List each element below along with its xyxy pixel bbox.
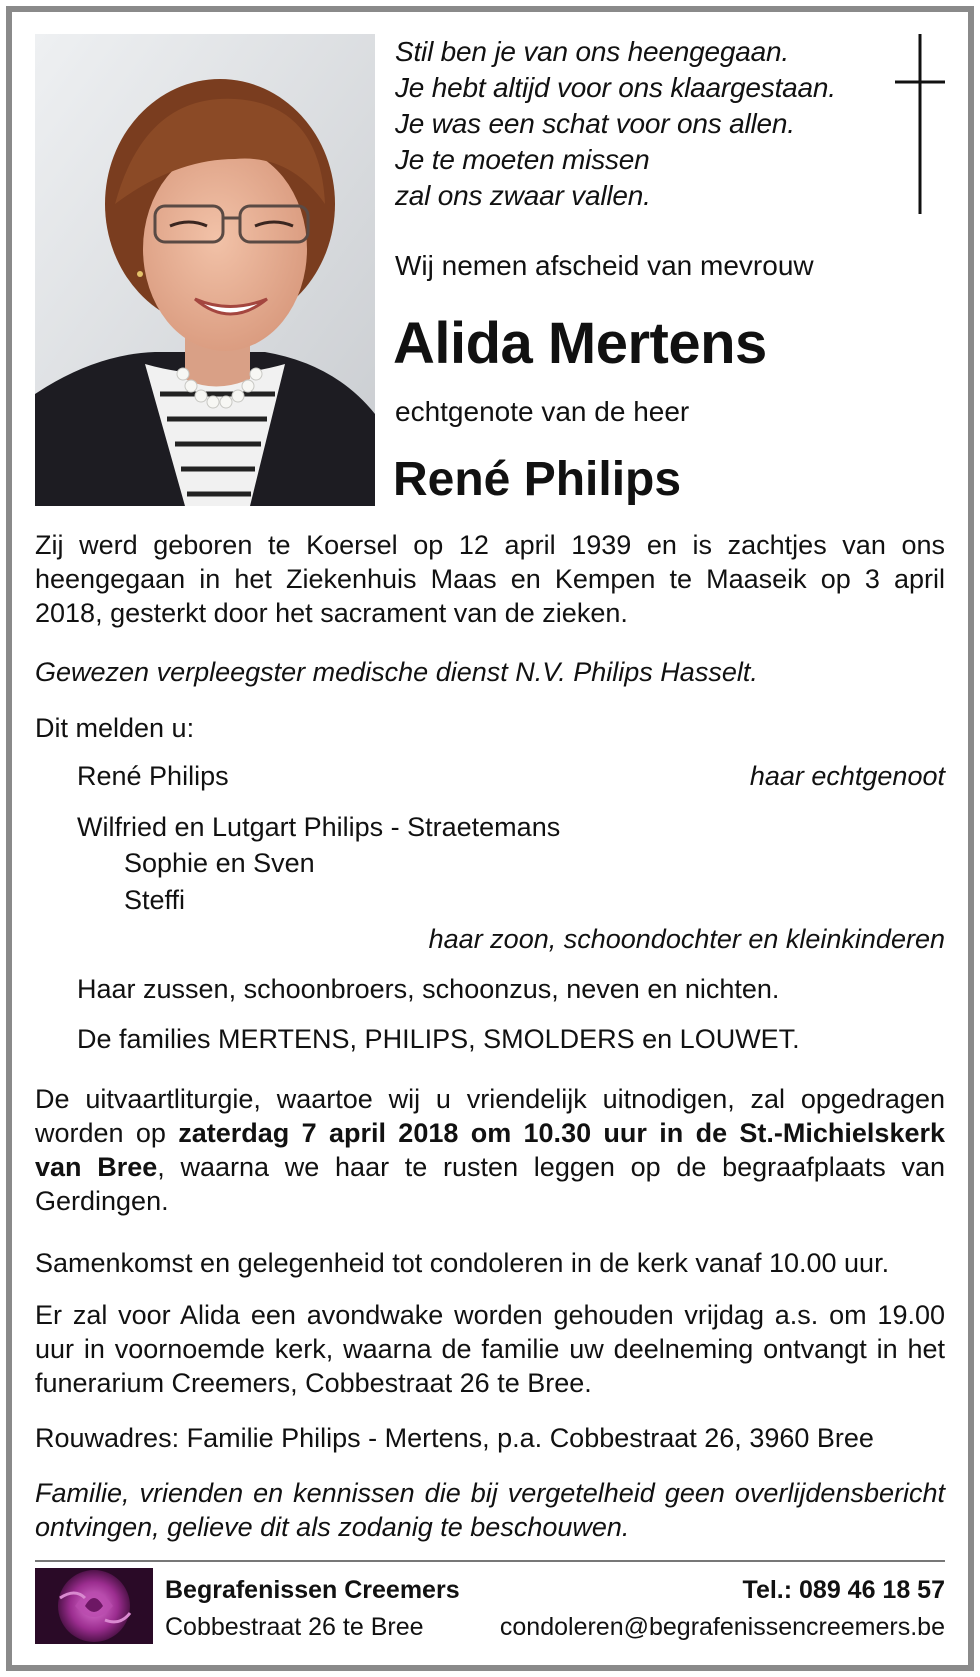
rose-logo [35,1568,153,1644]
biography: Zij werd geboren te Koersel op 12 april 1939 en is zachtjes van ons heengegaan in het Ziekenhuis Maas en Kempen te Maaseik op 3 april 2018, gesterkt door het sacrament van de zieken. [35,530,945,628]
announce-label: Dit melden u: [35,713,195,743]
funeral-company-address: Cobbestraat 26 te Bree [165,1613,424,1641]
occupation: Gewezen verpleegster medische dienst N.V. Philips Hasselt. [35,657,758,687]
poem-line: Je hebt altijd voor ons klaargestaan. [395,72,836,103]
funeral-text: De uitvaartliturgie, waartoe wij u vriendelijk uitnodigen, zal opgedragen worden op [35,1084,945,1148]
notice-text: Familie, vrienden en kennissen die bij vergetelheid geen overlijdensbericht ontvingen, gelieve dit als zodanig te beschouwen. [35,1478,945,1542]
poem-line: Stil ben je van ons heengegaan. [395,36,789,67]
husband-role: haar echtgenoot [749,761,945,791]
funeral-date-location: zaterdag 7 april 2018 om 10.30 uur in de St.-Michielskerk van Bree [35,1118,945,1182]
spouse-name: René Philips [393,453,682,506]
gathering-text: Samenkomst en gelegenheid tot condoleren in de kerk vanaf 10.00 uur. [35,1248,890,1278]
son-line: Wilfried en Lutgart Philips - Straetemans [77,812,561,842]
funeral-company: Begrafenissen Creemers [165,1576,460,1604]
funeral-company-phone: Tel.: 089 46 18 57 [742,1576,945,1604]
intro-text: Wij nemen afscheid van mevrouw [395,250,814,281]
grandchildren-line: Sophie en Sven [124,848,315,878]
spouse-label: echtgenote van de heer [395,396,690,427]
grandchildren-line: Steffi [124,885,186,915]
funeral-text: , waarna we haar te rusten leggen op de begraafplaats van Gerdingen. [35,1152,945,1216]
footer-divider [35,1560,945,1562]
deceased-name: Alida Mertens [393,311,767,376]
poem [395,34,865,214]
poem-line: zal ons zwaar vallen. [395,180,651,211]
cross-icon [895,34,945,214]
poem-line: Je was een schat voor ons allen. [395,108,795,139]
relatives-line: Haar zussen, schoonbroers, schoonzus, neven en nichten. [77,974,780,1004]
portrait-photo [35,34,375,506]
poem-line: Je te moeten missen [395,144,650,175]
funeral-details [35,1082,945,1218]
wake-text: Er zal voor Alida een avondwake worden gehouden vrijdag a.s. om 19.00 uur in voornoemde kerk, waarna de familie uw deelneming ontvangt in het funerarium Creemers, Cobbestraat 26 te Bree. [35,1300,945,1398]
families-line: De families MERTENS, PHILIPS, SMOLDERS en LOUWET. [77,1024,800,1054]
husband-name: René Philips [77,761,229,791]
son-role: haar zoon, schoondochter en kleinkinderen [428,924,945,954]
mourning-address: Rouwadres: Familie Philips - Mertens, p.a. Cobbestraat 26, 3960 Bree [35,1423,874,1453]
funeral-company-email: condoleren@begrafenissencreemers.be [499,1613,945,1641]
